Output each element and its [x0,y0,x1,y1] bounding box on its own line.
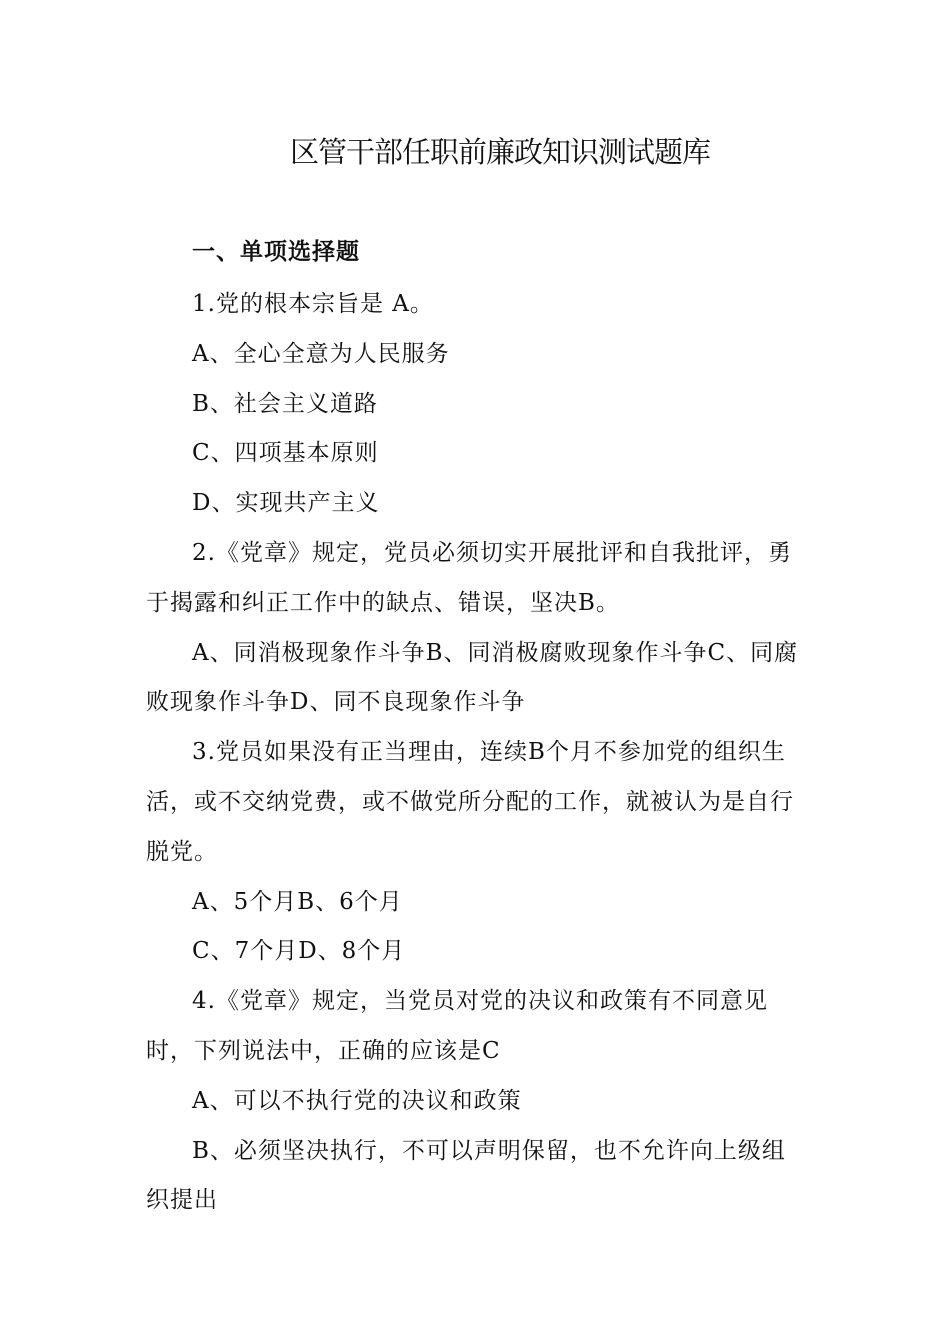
question-2-options: A、同消极现象作斗争B、同消极腐败现象作斗争C、同腐败现象作斗争D、同不良现象作斗争 [146,639,799,716]
question-1-option-c: C、四项基本原则 [192,440,379,467]
question-3-options-cd: C、7个月D、8个月 [192,938,406,965]
question-1-option-d: D、实现共产主义 [192,490,380,517]
question-4-option-b: B、必须坚决执行，不可以声明保留，也不允许向上级组织提出 [146,1137,786,1214]
question-4-option-a: A、可以不执行党的决议和政策 [192,1087,522,1114]
question-2: 2.《党章》规定，党员必须切实开展批评和自我批评，勇于揭露和纠正工作中的缺点、错误，坚决B。 [146,539,792,616]
section-heading: 一、单项选择题 [192,239,360,265]
question-3: 3.党员如果没有正当理由，连续B个月不参加党的组织生活，或不交纳党费，或不做党所分配的工作，就被认为是自行脱党。 [146,739,794,865]
question-1: 1.党的根本宗旨是 A。 [192,291,434,317]
question-1-option-a: A、全心全意为人民服务 [192,340,450,367]
question-4: 4.《党章》规定，当党员对党的决议和政策有不同意见时，下列说法中，正确的应该是C [146,988,768,1064]
question-1-option-b: B、社会主义道路 [192,390,378,417]
document-body [146,280,806,1226]
question-3-options-ab: A、5个月B、6个月 [192,888,403,915]
document-title: 区管干部任职前廉政知识测试题库 [289,135,710,169]
